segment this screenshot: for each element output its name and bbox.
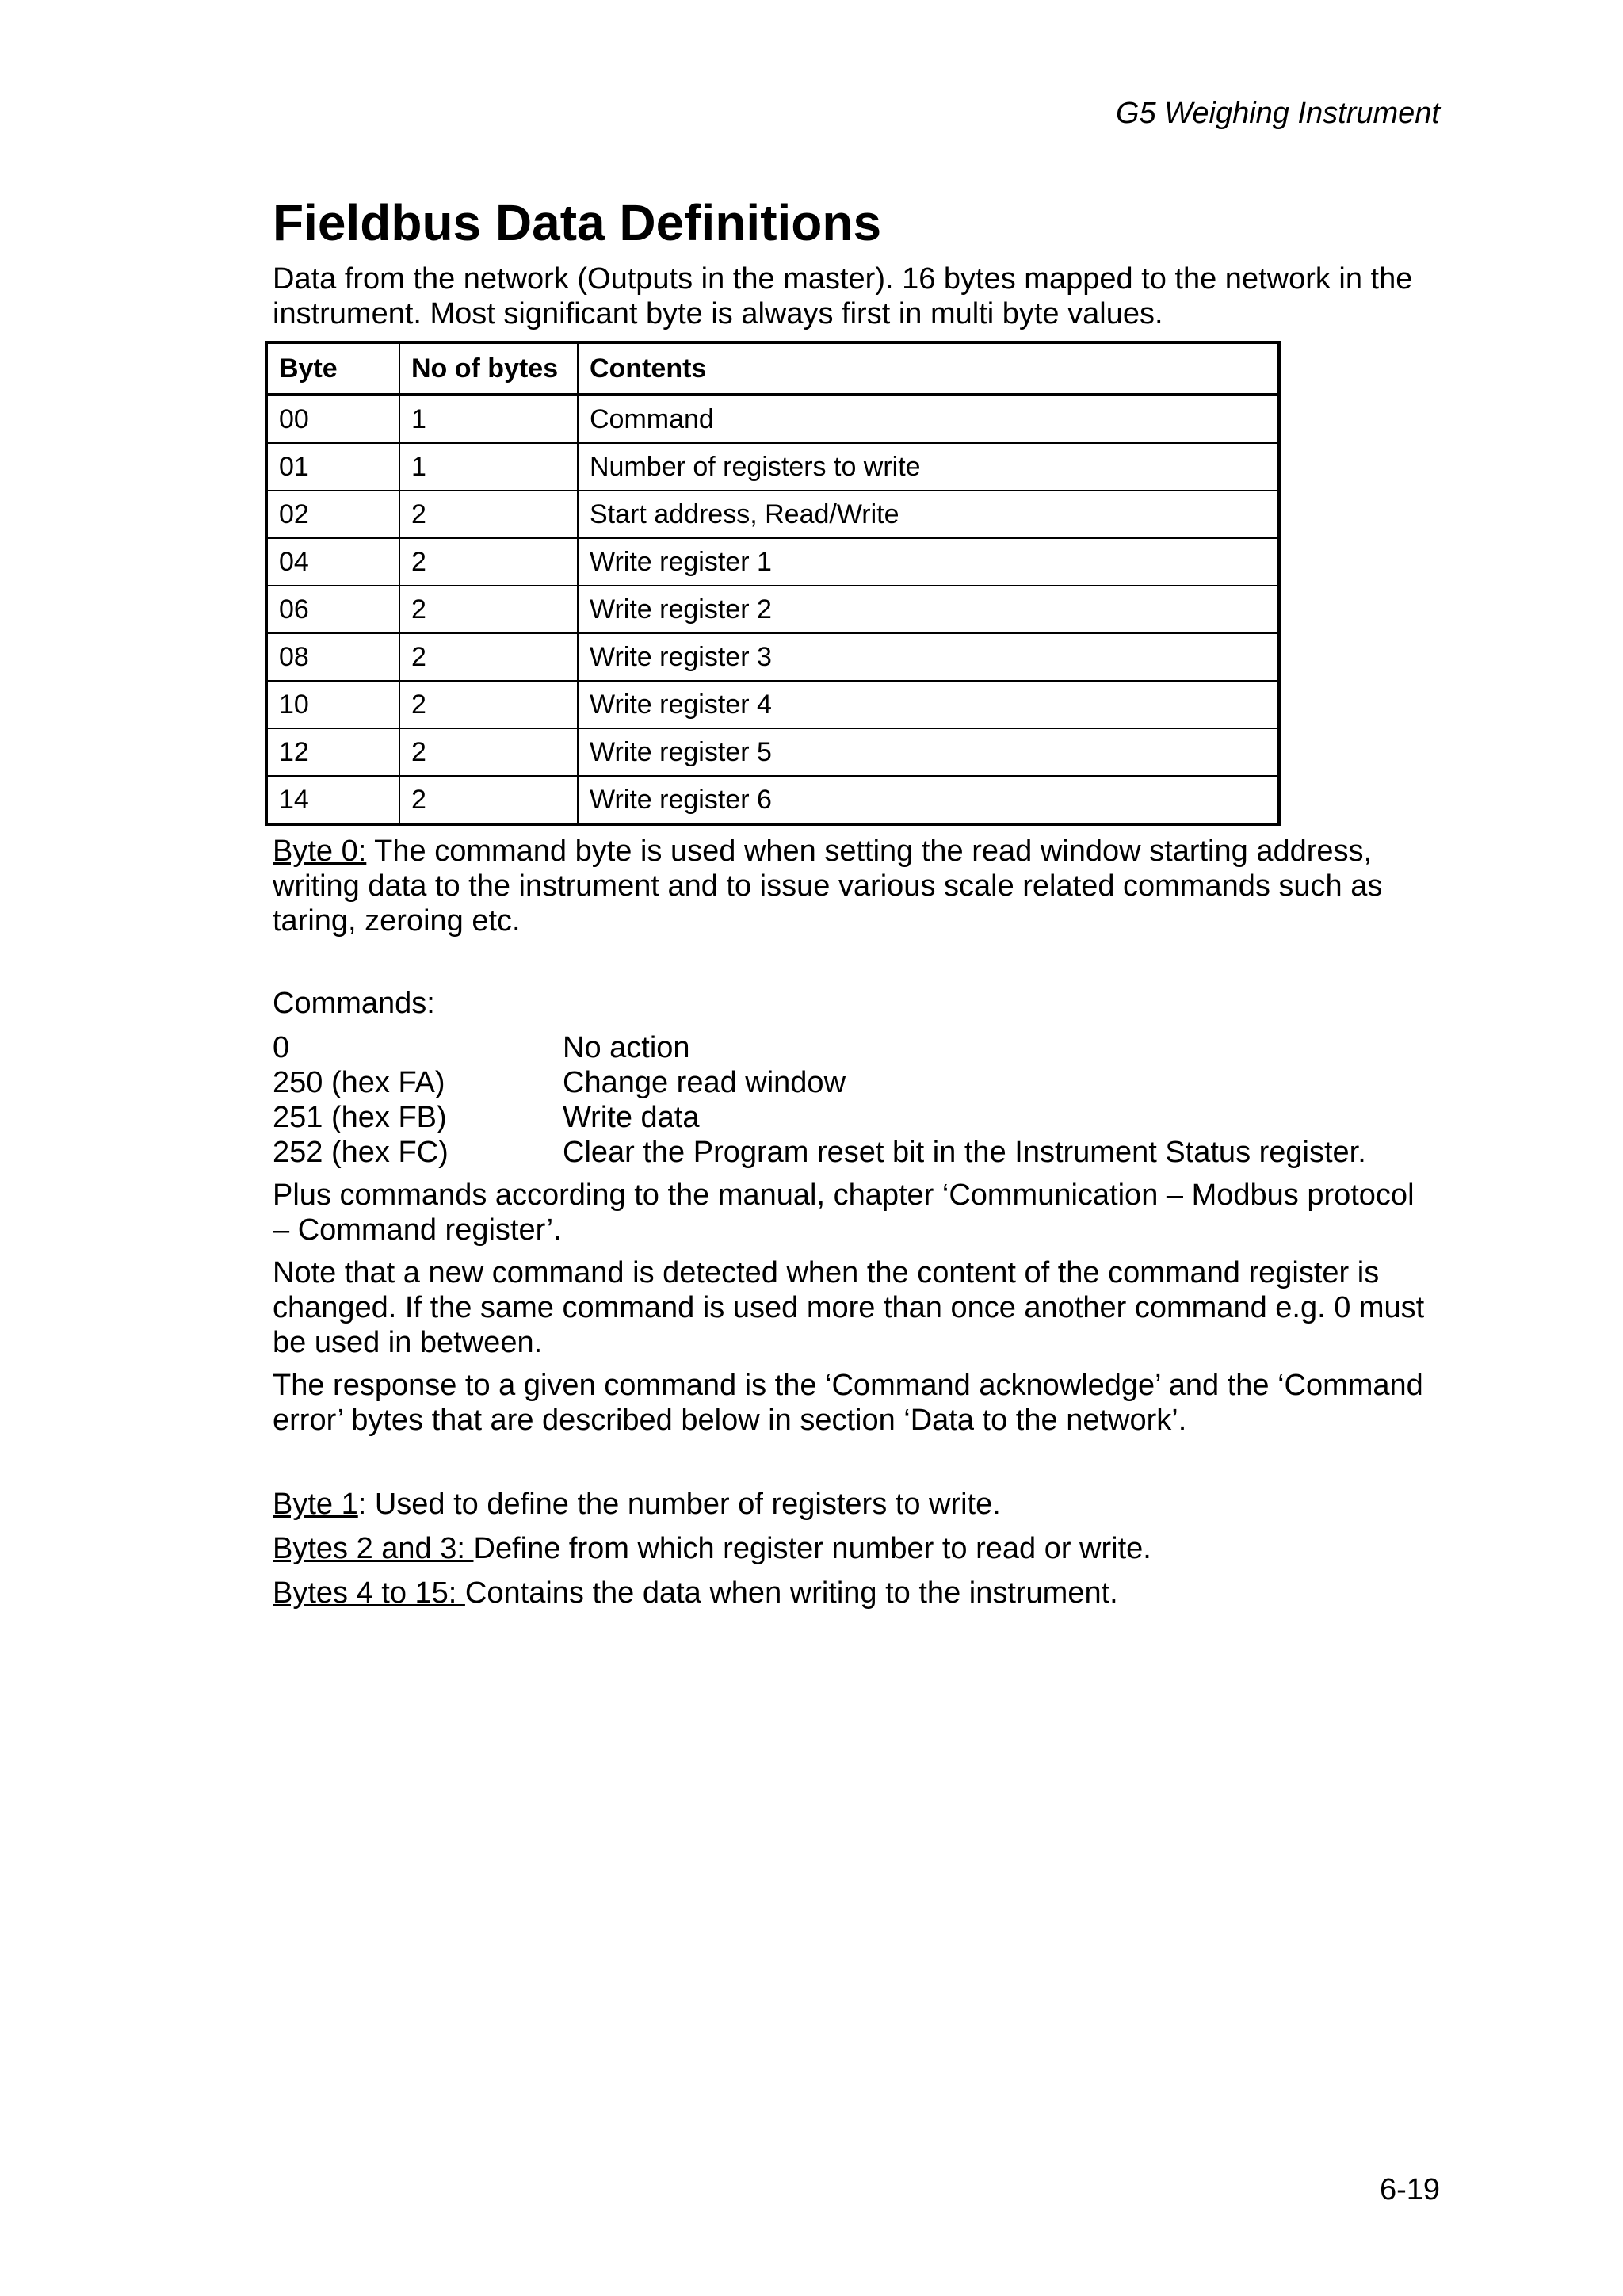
byte1-text: : Used to define the number of registers to write. [357,1488,1001,1521]
cell-byte: 08 [266,633,399,681]
cell-contents: Number of registers to write [578,443,1279,491]
cell-byte: 04 [266,538,399,586]
table-row [266,728,1279,776]
data-definitions-table [265,341,1281,826]
byte0-label: Byte 0: [273,835,367,868]
cell-no-of-bytes: 2 [399,633,578,681]
cell-byte: 10 [266,681,399,728]
table-row [266,395,1279,443]
cell-byte: 14 [266,776,399,824]
bytes2-3-label: Bytes 2 and 3: [273,1532,474,1565]
byte0-paragraph [273,834,1439,938]
cell-no-of-bytes: 1 [399,395,578,443]
command-description: No action [563,1031,690,1064]
intro-paragraph: Data from the network (Outputs in the master). 16 bytes mapped to the network in the instrument. Most significant byte is always first in multi byte values. [273,262,1413,330]
table-row [266,633,1279,681]
page-content [273,190,1439,1610]
cell-no-of-bytes: 2 [399,538,578,586]
cell-contents: Write register 4 [578,681,1279,728]
table-row [266,443,1279,491]
byte1-label: Byte 1 [273,1488,358,1521]
cell-no-of-bytes: 1 [399,443,578,491]
table-row [266,538,1279,586]
command-description: Write data [563,1101,700,1134]
cell-no-of-bytes: 2 [399,681,578,728]
cell-contents: Write register 6 [578,776,1279,824]
byte0-text: The command byte is used when setting the read window starting address, writing data to the instrument and to issue various scale related commands such as taring, zeroing etc. [273,835,1383,938]
cell-no-of-bytes: 2 [399,776,578,824]
cell-byte: 01 [266,443,399,491]
page-number: 6-19 [1379,2173,1440,2206]
column-header-byte: Byte [266,342,399,395]
table-row [266,491,1279,538]
cell-no-of-bytes: 2 [399,728,578,776]
command-description: Change read window [563,1066,846,1099]
bytes4-15-text: Contains the data when writing to the instrument. [464,1576,1118,1610]
plus-commands-paragraph: Plus commands according to the manual, chapter ‘Communication – Modbus protocol – Command register’. [273,1179,1415,1247]
command-row [273,1135,1439,1170]
bytes2-3-text: Define from which register number to read or write. [473,1532,1151,1565]
cell-contents: Write register 2 [578,586,1279,633]
bytes4-15-label: Bytes 4 to 15: [273,1576,465,1610]
command-row [273,1065,1439,1100]
cell-contents: Start address, Read/Write [578,491,1279,538]
cell-contents: Write register 5 [578,728,1279,776]
command-row [273,1030,1439,1065]
running-header: G5 Weighing Instrument [1115,97,1440,130]
bytes2-3-paragraph [273,1531,1439,1566]
cell-contents: Write register 1 [578,538,1279,586]
byte1-paragraph [273,1487,1439,1522]
commands-label: Commands: [273,987,435,1020]
table-row [266,586,1279,633]
command-description: Clear the Program reset bit in the Instrument Status register. [563,1136,1366,1169]
cell-no-of-bytes: 2 [399,586,578,633]
command-code: 251 (hex FB) [273,1101,447,1134]
page-title: Fieldbus Data Definitions [273,194,882,251]
note-paragraph: Note that a new command is detected when the content of the command register is changed. If the same command is used more than once another command e.g. 0 must be used in between. [273,1256,1425,1359]
command-code: 250 (hex FA) [273,1066,445,1099]
cell-byte: 12 [266,728,399,776]
command-row [273,1100,1439,1135]
table-row [266,681,1279,728]
cell-byte: 00 [266,395,399,443]
cell-byte: 06 [266,586,399,633]
column-header-no-of-bytes: No of bytes [399,342,578,395]
command-code: 252 (hex FC) [273,1136,449,1169]
command-code: 0 [273,1031,290,1064]
cell-no-of-bytes: 2 [399,491,578,538]
commands-list [273,1030,1439,1170]
response-paragraph: The response to a given command is the ‘Command acknowledge’ and the ‘Command error’ bytes that are described below in section ‘Data to the network’. [273,1369,1423,1437]
cell-contents: Write register 3 [578,633,1279,681]
table-row [266,776,1279,824]
cell-contents: Command [578,395,1279,443]
column-header-contents: Contents [578,342,1279,395]
bytes4-15-paragraph [273,1576,1439,1610]
table-header-row [266,342,1279,395]
cell-byte: 02 [266,491,399,538]
